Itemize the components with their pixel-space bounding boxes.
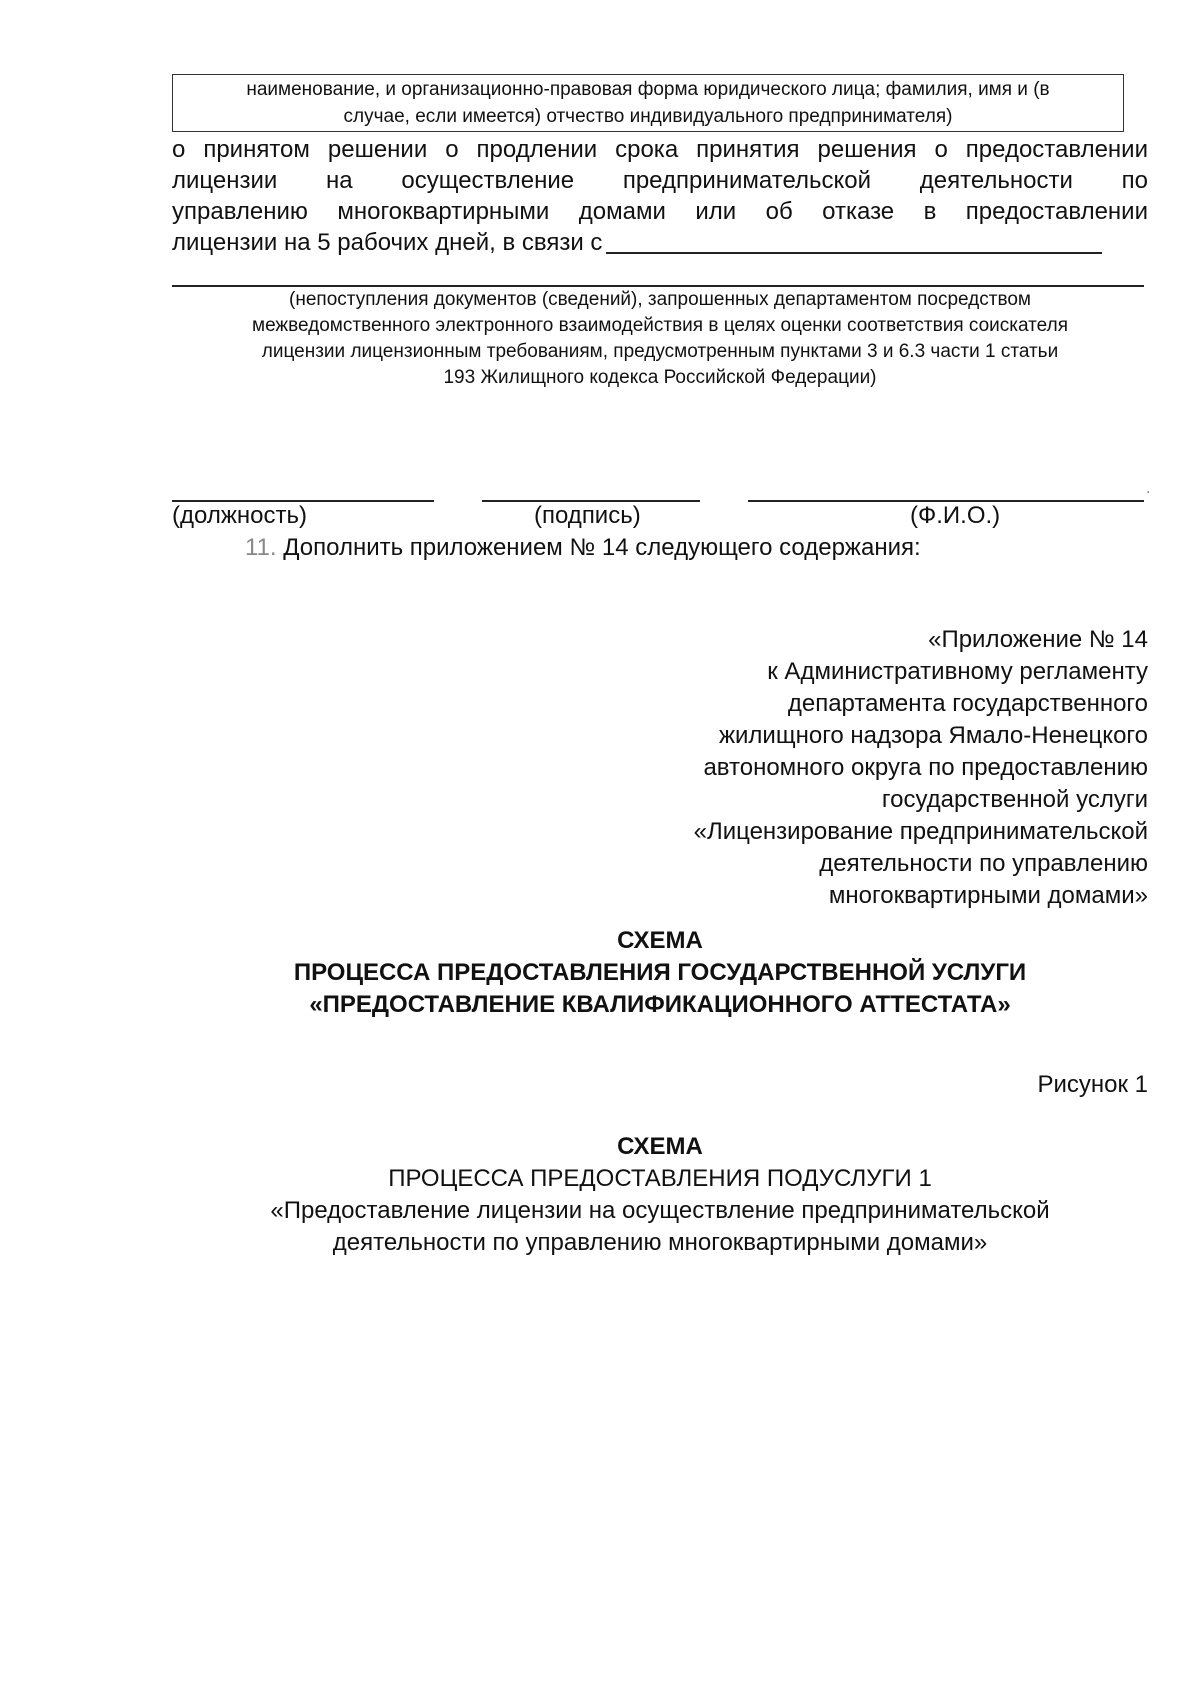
appendix-header (560, 624, 1148, 912)
signature-end-mark: . (1146, 480, 1151, 497)
scheme1-title-line2: ПРОЦЕССА ПРЕДОСТАВЛЕНИЯ ГОСУДАРСТВЕННОЙ УСЛУГИ (293, 959, 1027, 986)
position-label: (должность) (172, 502, 307, 529)
decision-line-2: лицензии на осуществление предпринимательской деятельности по (172, 167, 1148, 194)
appendix-line-9: многоквартирными домами» (828, 882, 1148, 909)
scheme1-title (172, 925, 1148, 1021)
item-11-number: 11. (245, 534, 277, 561)
appendix-line-5: автономного округа по предоставлению (703, 754, 1148, 781)
scheme1-title-line3: «ПРЕДОСТАВЛЕНИЕ КВАЛИФИКАЦИОННОГО АТТЕСТАТА» (309, 991, 1011, 1018)
scheme1-title-line1: СХЕМА (617, 927, 703, 954)
scheme2-title-line2: ПРОЦЕССА ПРЕДОСТАВЛЕНИЯ ПОДУСЛУГИ 1 (388, 1165, 932, 1192)
appendix-line-7: «Лицензирование предпринимательской (693, 818, 1148, 845)
name-label: (Ф.И.О.) (910, 502, 1001, 529)
decision-line-1: о принятом решении о продлении срока принятия решения о предоставлении (172, 136, 1148, 163)
reason-note-line1: (непоступления документов (сведений), запрошенных департаментом посредством (289, 289, 1031, 310)
decision-line-3: управлению многоквартирными домами или об отказе в предоставлении (172, 198, 1148, 225)
appendix-line-2: к Административному регламенту (767, 658, 1148, 685)
applicant-name-box (172, 74, 1124, 132)
signature-label: (подпись) (534, 502, 641, 529)
appendix-line-8: деятельности по управлению (819, 850, 1148, 877)
scheme2-title-line4: деятельности по управлению многоквартирными домами» (332, 1229, 988, 1256)
item-11-text: Дополнить приложением № 14 следующего содержания: (283, 534, 921, 561)
figure-label: Рисунок 1 (1037, 1071, 1148, 1098)
reason-note (172, 287, 1148, 391)
scheme2-title-line3: «Предоставление лицензии на осуществление предпринимательской (270, 1197, 1050, 1224)
decision-line-4: лицензии на 5 рабочих дней, в связи с (172, 229, 603, 256)
scheme2-title-line1: СХЕМА (617, 1133, 703, 1160)
appendix-line-1: «Приложение № 14 (928, 626, 1148, 653)
reason-note-line2: межведомственного электронного взаимодействия в целях оценки соответствия соискателя (252, 315, 1068, 336)
applicant-name-caption-line2: случае, если имеется) отчество индивидуального предпринимателя) (343, 106, 953, 127)
reason-blank-inline[interactable] (606, 228, 1102, 254)
decision-line-4-wrap (172, 227, 1148, 258)
appendix-line-3: департамента государственного (787, 690, 1148, 717)
appendix-line-4: жилищного надзора Ямало-Ненецкого (718, 722, 1148, 749)
item-11 (245, 532, 921, 563)
reason-note-line3: лицензии лицензионным требованиям, предусмотренным пунктами 3 и 6.3 части 1 статьи (261, 341, 1059, 362)
appendix-line-6: государственной услуги (881, 786, 1148, 813)
decision-paragraph (172, 134, 1148, 258)
reason-note-line4: 193 Жилищного кодекса Российской Федерации) (443, 367, 877, 388)
scheme2-title (172, 1131, 1148, 1259)
applicant-name-caption-line1: наименование, и организационно-правовая форма юридического лица; фамилия, имя и (в (246, 79, 1050, 100)
